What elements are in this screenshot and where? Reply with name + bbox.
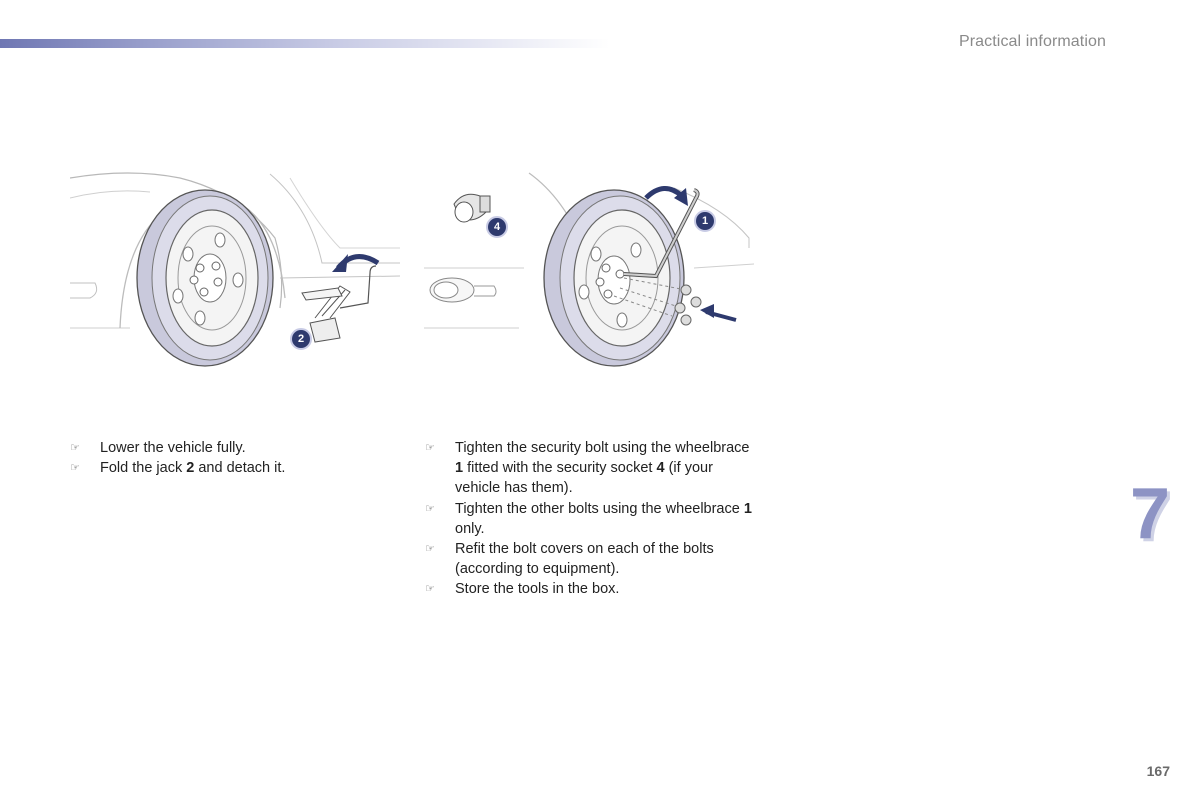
instructions-right [425, 438, 755, 600]
pointing-hand-icon: ☞ [70, 461, 80, 475]
chapter-number: 7 [1130, 474, 1171, 554]
pointing-hand-icon: ☞ [70, 441, 80, 454]
illustration-lower-vehicle [70, 168, 400, 368]
step-tighten-security-bolt: ☞ Tighten the security bolt using the wheelbrace 1 fitted with the security socket 4 (if your vehicle has them). [425, 440, 750, 497]
page-number: 167 [1146, 763, 1170, 779]
step-fold-jack: ☞ Fold the jack 2 and detach it. [70, 458, 390, 478]
pointing-hand-icon: ☞ [425, 441, 435, 454]
callout-badge-wheelbrace: 1 [694, 210, 716, 232]
header-accent-bar [0, 39, 610, 48]
step-refit-bolt-covers: ☞ Refit the bolt covers on each of the bolts (according to equipment). [425, 541, 714, 578]
pointing-hand-icon: ☞ [425, 582, 435, 596]
step-tighten-other-bolts: ☞ Tighten the other bolts using the wheelbrace 1 only. [425, 500, 752, 537]
pointing-hand-icon: ☞ [425, 542, 435, 556]
callout-badge-socket: 4 [486, 216, 508, 238]
pointing-hand-icon: ☞ [425, 501, 435, 515]
callout-badge-jack: 2 [290, 328, 312, 350]
illustration-tighten-bolts [424, 168, 754, 368]
step-lower-vehicle: ☞ Lower the vehicle fully. [70, 438, 390, 458]
step-store-tools: ☞ Store the tools in the box. [425, 579, 755, 599]
section-title: Practical information [958, 33, 1106, 50]
instructions-left [70, 438, 390, 478]
